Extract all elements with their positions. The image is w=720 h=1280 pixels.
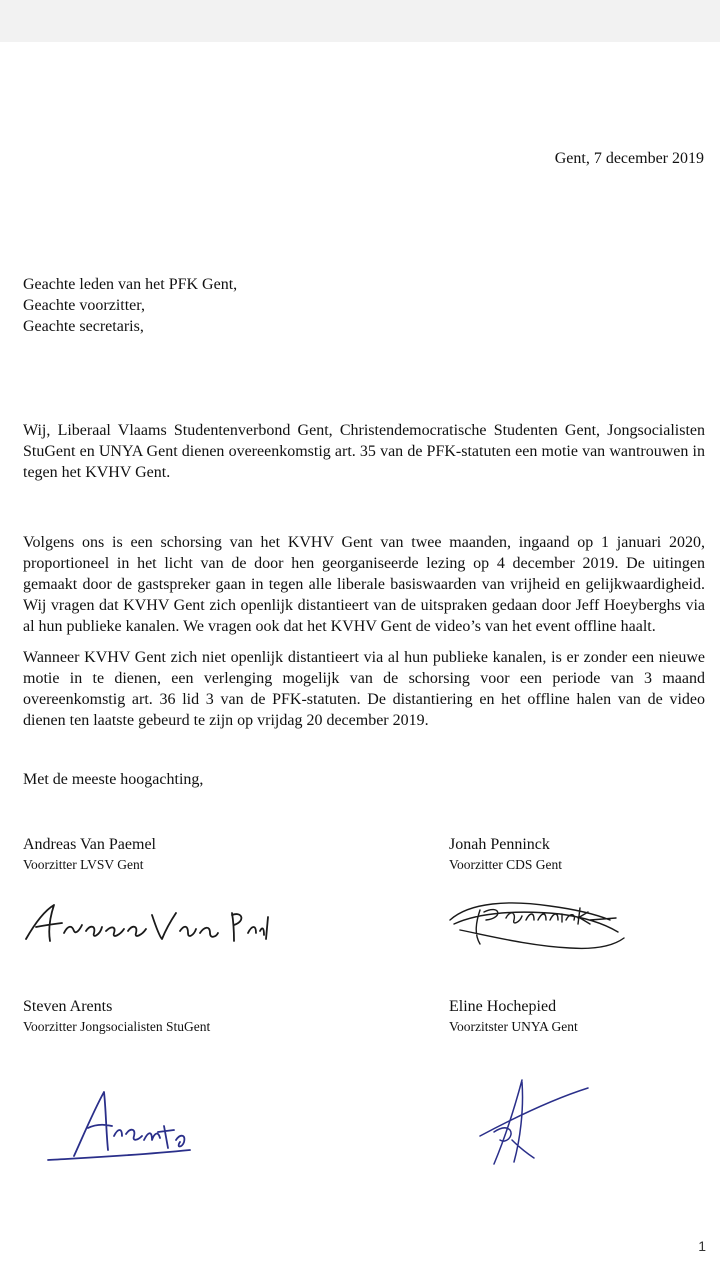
closing-line: Met de meeste hoogachting, bbox=[23, 771, 204, 788]
signature-arents bbox=[40, 1080, 200, 1165]
salutation-line: Geachte leden van het PFK Gent, bbox=[23, 276, 238, 293]
viewer-top-bar bbox=[0, 0, 720, 42]
signer-title: Voorzitter CDS Gent bbox=[449, 857, 562, 872]
signer-name: Andreas Van Paemel bbox=[23, 836, 156, 853]
signer-title: Voorzitter LVSV Gent bbox=[23, 857, 144, 872]
paragraph-motion: Wij, Liberaal Vlaams Studentenverbond Gent, Christendemocratische Studenten Gent, Jongsocialisten StuGent en UNYA Gent dienen overeenkomstig art. 35 van de PFK-statuten een motie van wantrouwen in tegen het KVHV Gent. bbox=[23, 422, 705, 481]
signer-name: Eline Hochepied bbox=[449, 998, 557, 1015]
signature-hochepied bbox=[470, 1070, 600, 1170]
signature-penninck bbox=[440, 890, 630, 960]
signer-title: Voorzitter Jongsocialisten StuGent bbox=[23, 1019, 211, 1034]
signer-name: Jonah Penninck bbox=[449, 836, 550, 853]
signature-van-paemel bbox=[20, 895, 270, 955]
signer-name: Steven Arents bbox=[23, 998, 113, 1015]
signer-title: Voorzitster UNYA Gent bbox=[449, 1019, 578, 1034]
paragraph-extension: Wanneer KVHV Gent zich niet openlijk distantieert via al hun publieke kanalen, is er zonder een nieuwe motie in te dienen, een verlenging mogelijk van de schorsing voor een periode van 3 maand overeenkomstig art. 36 lid 3 van de PFK-statuten. De distantiering en het offline halen van de video dienen ten laatste gebeurd te zijn op vrijdag 20 december 2019. bbox=[23, 649, 705, 729]
salutation-block bbox=[23, 274, 237, 337]
paragraph-suspension: Volgens ons is een schorsing van het KVHV Gent van twee maanden, ingaand op 1 januari 2020, proportioneel in het licht van de door hen georganiseerde lezing op 4 december 2019. De uitingen gemaakt door de gastspreker gaan in tegen alle liberale basiswaarden van vrijheid en gelijkwaardigheid. Wij vragen dat KVHV Gent zich openlijk distantieert van de uitspraken gedaan door Jeff Hoeyberghs via al hun publieke kanalen. We vragen ook dat het KVHV Gent de video’s van het event offline haalt. bbox=[23, 534, 705, 635]
salutation-line: Geachte voorzitter, bbox=[23, 297, 145, 314]
page-number: 1 bbox=[698, 1238, 706, 1254]
salutation-line: Geachte secretaris, bbox=[23, 318, 144, 335]
letter-date: Gent, 7 december 2019 bbox=[554, 150, 704, 167]
